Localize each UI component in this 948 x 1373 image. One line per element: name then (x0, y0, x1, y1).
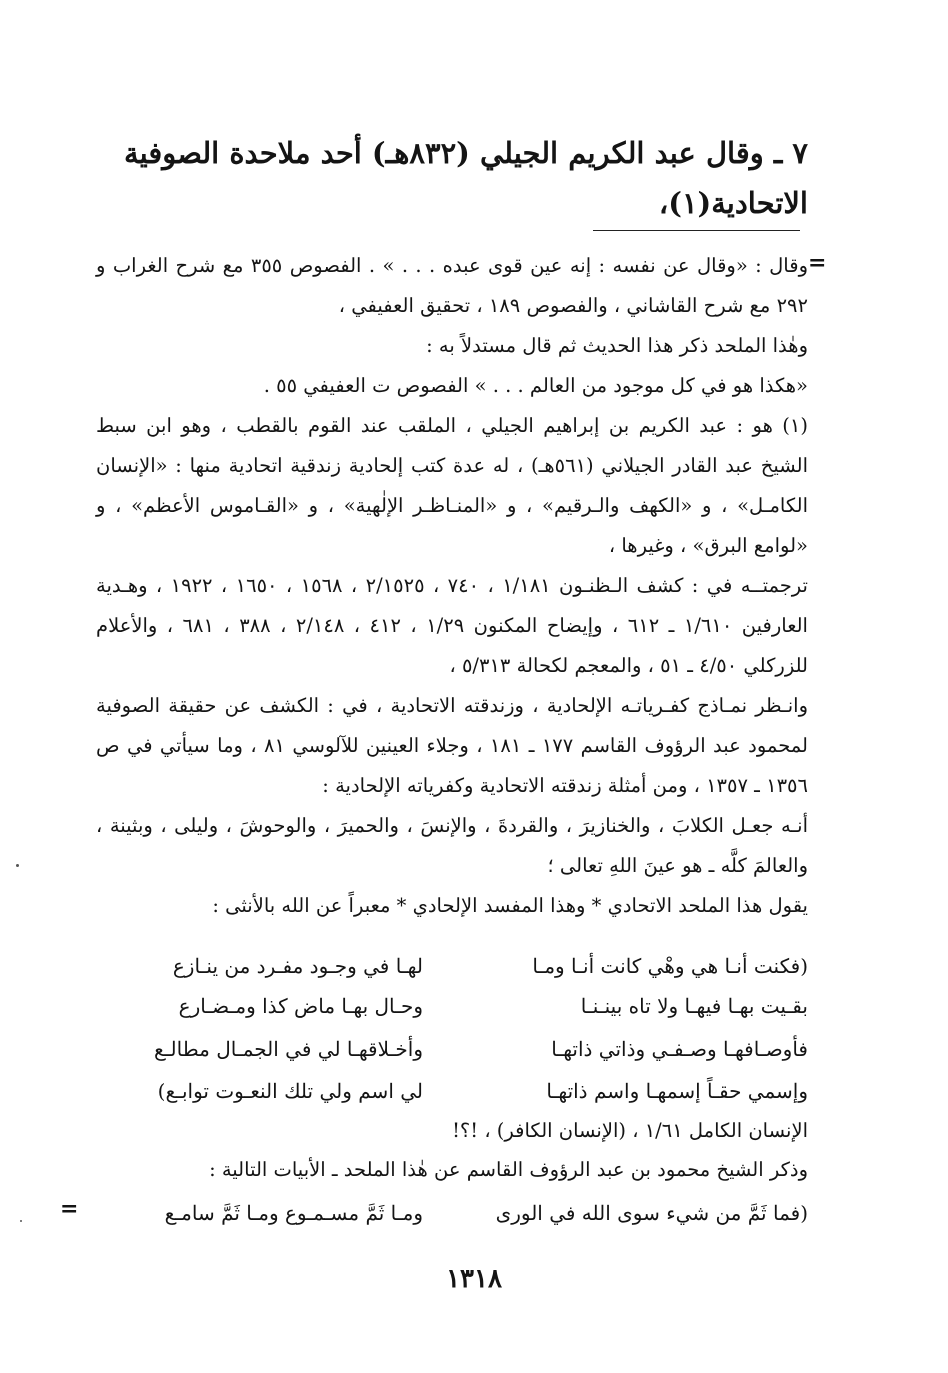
verse-second-hemistich: لي اسم ولي تلك النعـوت توابـع) (157, 1079, 423, 1103)
verse-second-hemistich: وحـال بهـا ماض كذا ومـضـارع (178, 994, 423, 1018)
verse-second-hemistich: وأخـلاقهـا لي في الجمـال مطالـع (154, 1037, 423, 1061)
verse-first-hemistich: فأوصـافهـا وصـفـي وذاتي ذاتهـا (551, 1037, 808, 1061)
verse-second-hemistich: ومـا ثَمَّ مسـمـوع ومـا ثَمَّ سامـع (164, 1201, 423, 1225)
footnote-paragraph-5: ترجمتــه في : كشف الـظنـون ١/١٨١ ، ٧٤٠ ، ٢/١٥٢٥ ، ١٥٦٨ ، ١٦٥٠ ، ١٩٢٢ ، وهـدية العارفين ١/٦١٠ ـ ٦١٢ ، وإيضاح المكنون ١/٢٩ ، ٤١٢ ، ٢/١٤٨ ، ٣٨٨ ، ٦٨١ ، والأعلام للزركلي ٤/٥٠ ـ ٥١ ، والمعجم لكحالة ٥/٣١٣ ، (96, 574, 808, 677)
footnote-continuation-block (96, 1150, 808, 1190)
verse-first-hemistich: (فكنت أنـا هي وهْي كانت أنـا ومـا (532, 954, 808, 978)
verse-row (83, 986, 808, 1026)
main-text-block (108, 128, 808, 228)
footnote-paragraph-9: وذكر الشيخ محمود بن عبد الرؤوف القاسم عن هٰذا الملحد ـ الأبيات التالية : (209, 1158, 808, 1181)
footnote-paragraph-6: وانـظر نمـاذج كفـرياتـه الإلحادية ، وزندقته الاتحادية ، في : الكشف عن حقيقة الصوفية لمحمود عبد الرؤوف القاسم ١٧٧ ـ ١٨١ ، وجلاء العينين للآلوسي ٨١ ، وما سيأتي في ص ١٣٥٦ ـ ١٣٥٧ ، ومن أمثلة زندقته الاتحادية وكفرياته الإلحادية : (96, 694, 808, 797)
footnote-paragraph-4: (١) هو : عبد الكريم بن إبراهيم الجيلي ، الملقب عند القوم بالقطب ، وهو ابن سبط الشيخ عبد القادر الجيلاني (٥٦١هـ) ، له عدة كتب إلحادية زندقية اتحادية منها : «الإنسان الكامـل» ، و «الكهف والـرقيم» ، و «المنـاظـر الإلٰهية» ، و «القـاموس الأعظم» ، و «لوامع البرق» ، وغيرها ، (96, 414, 809, 557)
verse-first-hemistich: (فما ثَمَّ من شيء سوى الله في الورى (495, 1201, 808, 1225)
verse-row (83, 1193, 808, 1233)
verse-second-hemistich: لهـا في وجـود مفـرد من ينـازع (172, 954, 423, 978)
footnote-paragraph-1: وقال : «وقال عن نفسه : إنه عين قوى عبده . . . » . الفصوص ٣٥٥ مع شرح الغراب و ٢٩٢ مع شرح القاشاني ، والفصوص ١٨٩ ، تحقيق العفيفي ، (96, 254, 808, 317)
verse-citation: الإنسان الكامل ١/٦١ ، (الإنسان الكافر) ، !؟! (452, 1119, 808, 1142)
verse-row (83, 1029, 808, 1069)
verse-citation-block (96, 1111, 808, 1151)
footnote-divider (593, 230, 800, 231)
page-number: ١٣١٨ (446, 1264, 502, 1294)
footnote-paragraph-7: أنـه جعـل الكلابَ ، والخنازيرَ ، والقردةَ ، والإنسَ ، والحميرَ ، والوحوشَ ، وليلى ، وبثينة ، والعالمَ كلَّه ـ هو عينَ اللهِ تعالى ؛ (96, 814, 808, 877)
main-text-line-2: الاتحادية(١)، (658, 186, 808, 220)
footnote-paragraph-8: يقول هذا الملحد الاتحادي * وهذا المفسد الإلحادي * معبراً عن الله بالأنثى : (212, 894, 808, 917)
scan-speck (20, 1220, 22, 1222)
continuation-mark-bottom: = (60, 1196, 79, 1222)
footnote-paragraph-3: «هكذا هو في كل موجود من العالم . . . » الفصوص ت العفيفي ٥٥ . (263, 374, 808, 397)
footnotes-block (96, 246, 808, 926)
verse-row (83, 1071, 808, 1111)
scan-speck (16, 864, 19, 867)
verse-first-hemistich: بقـيت بهـا فيهـا ولا تاه بينـنـا (580, 994, 808, 1018)
footnote-paragraph-2: وهٰذا الملحد ذكر هذا الحديث ثم قال مستدلاً به : (426, 334, 808, 357)
continuation-mark-top: = (808, 250, 827, 276)
verse-first-hemistich: وإسمي حقـاً إسمهـا واسم ذاتهـا (546, 1079, 808, 1103)
main-text-line-1: ٧ ـ وقال عبد الكريم الجيلي (٨٣٢هـ) أحد ملاحدة الصوفية (124, 136, 808, 170)
verse-row (83, 946, 808, 986)
